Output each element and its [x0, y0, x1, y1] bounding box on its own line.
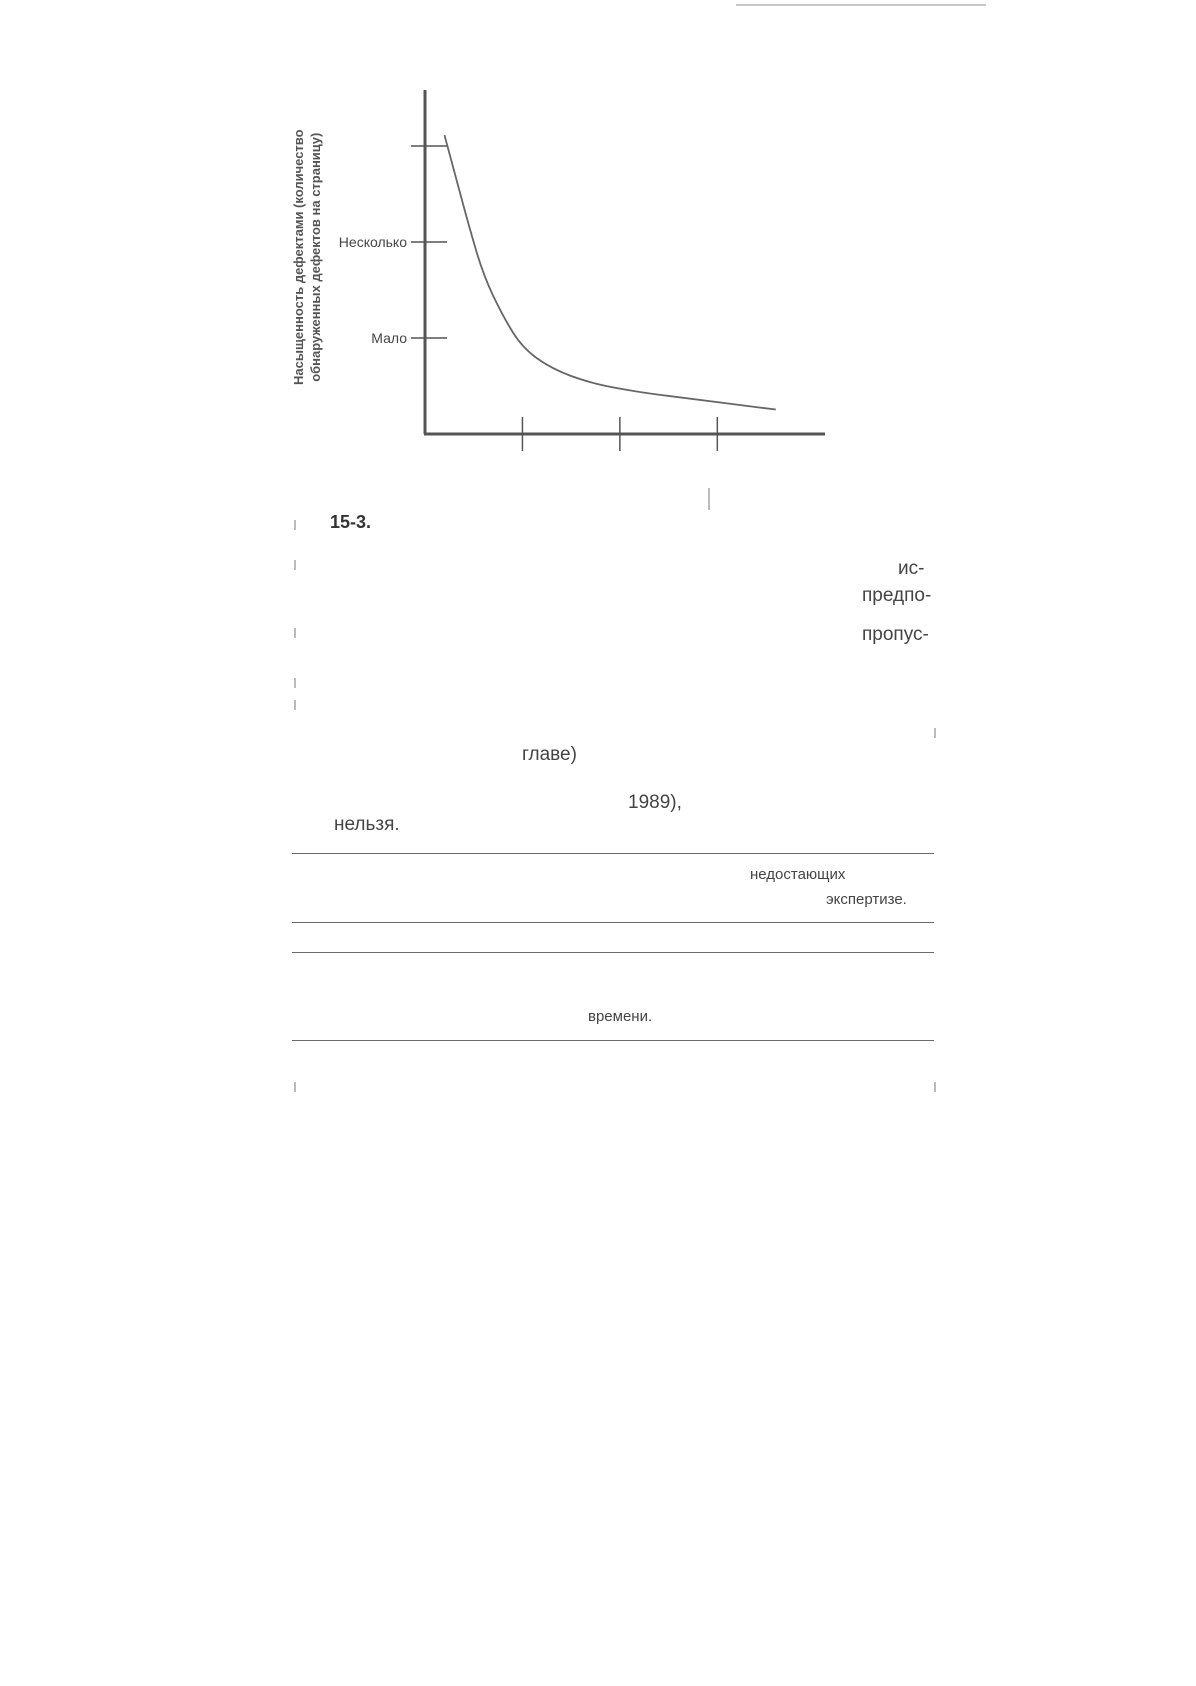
y-axis-label-line-2: обнаруженных дефектов на страницу): [308, 132, 323, 382]
table-rule-top: [292, 853, 934, 854]
defect-density-curve: [444, 135, 775, 409]
scan-mark: [294, 628, 296, 638]
text-fragment-propus: пропус-: [862, 624, 929, 645]
scan-mark: [294, 520, 296, 530]
table-rule-3: [292, 952, 934, 953]
defect-density-chart: [285, 80, 825, 500]
scan-mark: [708, 488, 710, 510]
y-axis-label-line-1: Насыщенность дефектами (количество: [291, 129, 306, 385]
text-fragment-predpo: предпо-: [862, 585, 932, 606]
y-axis-label: [290, 129, 324, 385]
table-cell-nedostayushchikh: недостающих: [750, 866, 846, 883]
table-cell-vremeni: времени.: [588, 1008, 653, 1025]
figure-caption: 15-3.: [330, 512, 372, 532]
y-tick-label: Мало: [371, 330, 407, 346]
text-fragment-is: ис-: [898, 558, 925, 579]
scan-mark: [294, 560, 296, 570]
scan-mark: [294, 700, 296, 710]
y-tick-label: Несколько: [338, 234, 407, 250]
scan-mark: [934, 728, 936, 738]
text-fragment-1989: 1989),: [628, 792, 682, 813]
scan-mark: [294, 678, 296, 688]
table-rule-2: [292, 922, 934, 923]
top-edge-rule: [736, 4, 986, 6]
scan-mark: [934, 1082, 936, 1092]
chart-svg: [285, 80, 825, 500]
scan-mark: [294, 1082, 296, 1092]
table-rule-bottom: [292, 1040, 934, 1041]
table-cell-ekspertize: экспертизе.: [826, 891, 907, 908]
text-fragment-glave: главе): [522, 744, 577, 765]
text-fragment-nelzya: нельзя.: [334, 814, 400, 835]
